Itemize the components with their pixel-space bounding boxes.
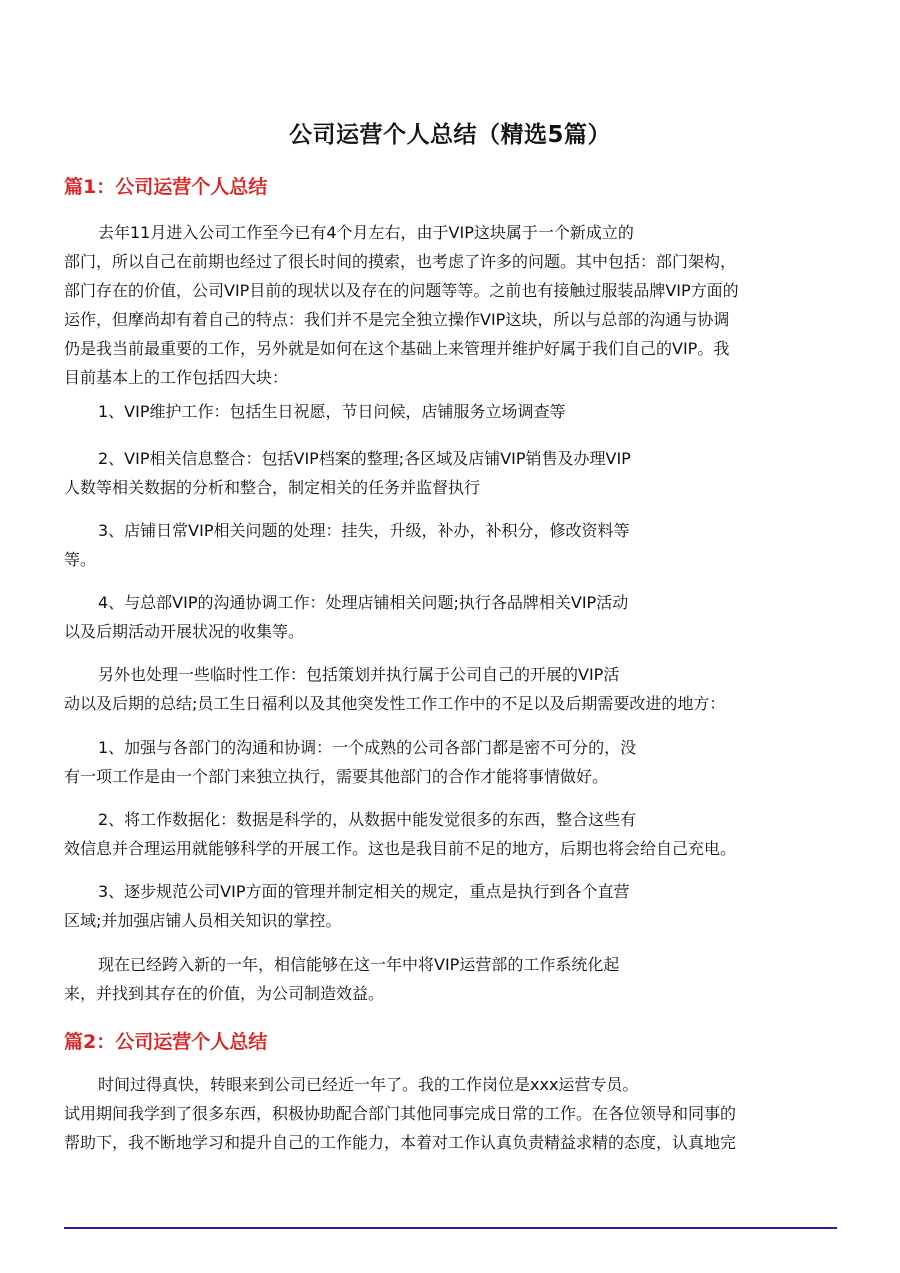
paragraph [64, 397, 844, 426]
paragraph [64, 444, 844, 502]
paragraph-line: 人数等相关数据的分析和整合，制定相关的任务并监督执行 [64, 478, 481, 497]
paragraph-line: 去年11月进入公司工作至今已有4个月左右，由于VIP这块属于一个新成立的 [98, 223, 634, 242]
paragraph-line: 来，并找到其存在的价值，为公司制造效益。 [64, 984, 385, 1003]
paragraph-line: 部门存在的价值，公司VIP目前的现状以及存在的问题等等。之前也有接触过服装品牌VIP方面的 [64, 281, 739, 300]
paragraph [64, 218, 844, 392]
paragraph [64, 805, 844, 863]
paragraph-line: 3、店铺日常VIP相关问题的处理：挂失，升级，补办，补积分，修改资料等 [98, 521, 630, 540]
paragraph-line: 动以及后期的总结;员工生日福利以及其他突发性工作工作中的不足以及后期需要改进的地方： [64, 694, 726, 713]
paragraph-line: 等。 [64, 550, 97, 569]
footer-divider [64, 1227, 837, 1229]
paragraph-line: 目前基本上的工作包括四大块： [64, 368, 289, 387]
paragraph-line: 部门，所以自己在前期也经过了很长时间的摸索，也考虑了许多的问题。其中包括：部门架构， [64, 252, 737, 271]
paragraph-line: 2、VIP相关信息整合：包括VIP档案的整理;各区域及店铺VIP销售及办理VIP [98, 449, 631, 468]
paragraph-line: 时间过得真快，转眼来到公司已经近一年了。我的工作岗位是xxx运营专员。 [98, 1075, 639, 1094]
paragraph [64, 950, 844, 1008]
paragraph-line: 效信息并合理运用就能够科学的开展工作。这也是我目前不足的地方，后期也将会给自己充电。 [64, 839, 737, 858]
paragraph-line: 4、与总部VIP的沟通协调工作：处理店铺相关问题;执行各品牌相关VIP活动 [98, 593, 629, 612]
paragraph [64, 588, 844, 646]
paragraph [64, 516, 844, 574]
section-2-heading: 篇2：公司运营个人总结 [64, 1031, 268, 1053]
paragraph-line: 试用期间我学到了很多东西，积极协助配合部门其他同事完成日常的工作。在各位领导和同事的 [64, 1104, 737, 1123]
paragraph [64, 660, 844, 718]
paragraph-line: 现在已经跨入新的一年，相信能够在这一年中将VIP运营部的工作系统化起 [98, 955, 620, 974]
paragraph-line: 有一项工作是由一个部门来独立执行，需要其他部门的合作才能将事情做好。 [64, 767, 609, 786]
paragraph [64, 877, 844, 935]
paragraph-line: 3、逐步规范公司VIP方面的管理并制定相关的规定，重点是执行到各个直营 [98, 882, 630, 901]
paragraph-line: 以及后期活动开展状况的收集等。 [64, 622, 305, 641]
paragraph-line: 帮助下，我不断地学习和提升自己的工作能力，本着对工作认真负责精益求精的态度，认真地完 [64, 1133, 737, 1152]
paragraph-line: 另外也处理一些临时性工作：包括策划并执行属于公司自己的开展的VIP活 [98, 665, 620, 684]
paragraph-line: 仍是我当前最重要的工作，另外就是如何在这个基础上来管理并维护好属于我们自己的VIP。我 [64, 339, 730, 358]
paragraph [64, 1070, 844, 1157]
paragraph-line: 区域;并加强店铺人员相关知识的掌控。 [64, 911, 342, 930]
document-title: 公司运营个人总结（精选5篇） [288, 122, 611, 148]
section-1-heading: 篇1：公司运营个人总结 [64, 176, 268, 198]
paragraph-line: 1、加强与各部门的沟通和协调：一个成熟的公司各部门都是密不可分的，没 [98, 738, 637, 757]
paragraph-line: 运作，但摩尚却有着自己的特点：我们并不是完全独立操作VIP这块，所以与总部的沟通与协调 [64, 310, 730, 329]
paragraph [64, 733, 844, 791]
paragraph-line: 1、VIP维护工作：包括生日祝愿，节日问候，店铺服务立场调查等 [98, 402, 566, 421]
paragraph-line: 2、将工作数据化：数据是科学的，从数据中能发觉很多的东西，整合这些有 [98, 810, 637, 829]
